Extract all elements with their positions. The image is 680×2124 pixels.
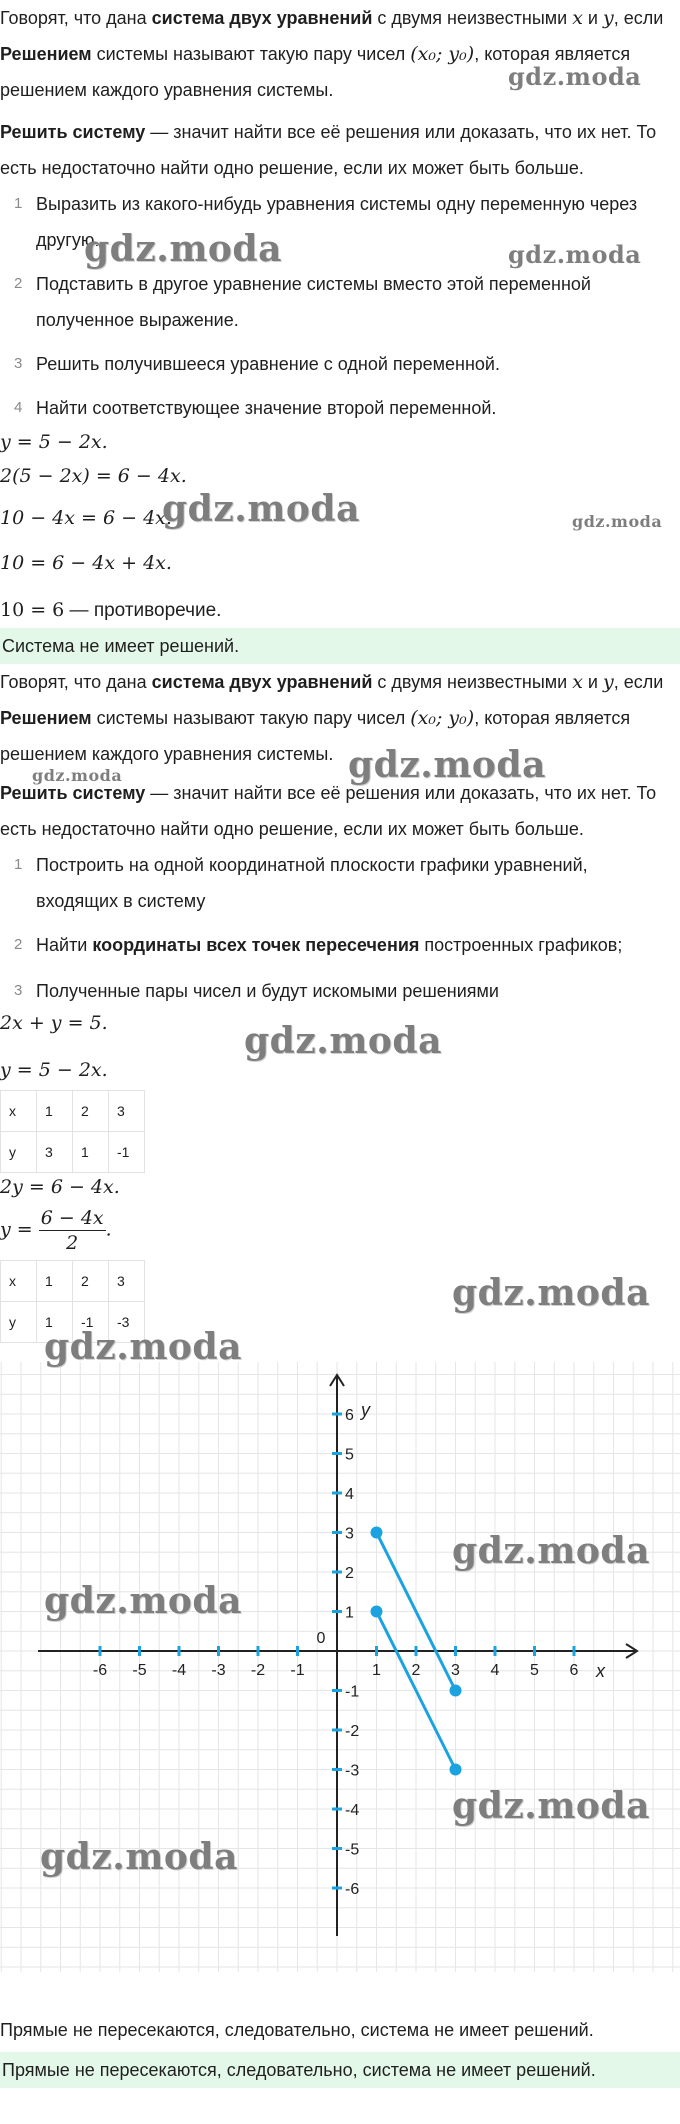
list-text: Полученные пары чисел и будут искомыми решениями <box>36 981 499 1001</box>
text: — значит найти все её решения или доказать, что их нет. То <box>145 122 657 142</box>
list-text: Найти соответствующее значение второй переменной. <box>36 398 497 418</box>
var-y: y <box>602 671 614 693</box>
text: Выразить из какого-нибудь уравнения системы одну переменную через <box>36 194 638 214</box>
list-text <box>36 266 676 338</box>
x-tick-label: -2 <box>250 1662 266 1679</box>
equation-2: y = 5 − 2x. <box>0 1059 108 1081</box>
answer-box-2 <box>0 2052 680 2088</box>
x-tick-label: 3 <box>451 1662 460 1679</box>
list-number: 4 <box>14 399 23 416</box>
table-cell: -1 <box>109 1132 145 1173</box>
numerator: 6 − 4x <box>40 1207 104 1229</box>
table-cell: 2 <box>73 1091 109 1132</box>
list-item-step-2 <box>0 266 676 338</box>
x-tick-label: 1 <box>372 1662 381 1679</box>
text: полученное выражение. <box>36 310 239 330</box>
watermark: gdz.moda <box>84 228 282 270</box>
y-tick-label: 6 <box>345 1407 354 1424</box>
watermark: gdz.moda <box>348 744 546 786</box>
watermark: gdz.moda <box>508 240 642 269</box>
watermark: gdz.moda <box>572 512 663 531</box>
answer-text: Прямые не пересекаются, следовательно, система не имеет решений. <box>2 2060 596 2080</box>
x-tick-label: -1 <box>290 1662 305 1679</box>
equation-3: 10 − 4x = 6 − 4x. <box>0 507 172 529</box>
pair-x0-y0: (x₀; y₀) <box>410 43 475 65</box>
list-text <box>36 927 676 963</box>
text: системы называют такую пару чисел <box>91 708 411 728</box>
watermark: gdz.moda <box>452 1272 650 1314</box>
watermark: gdz.moda <box>32 766 123 785</box>
watermark: gdz.moda <box>452 1785 650 1827</box>
term-solution: Решением <box>0 708 92 728</box>
term-intersection: координаты всех точек пересечения <box>92 935 420 955</box>
conclusion-text: Прямые не пересекаются, следовательно, система не имеет решений. <box>0 2020 594 2040</box>
equation-1: 2x + y = 5. <box>0 1012 108 1034</box>
table-cell: 1 <box>37 1091 73 1132</box>
intro-paragraph-line-3: решением каждого уравнения системы. <box>0 744 334 764</box>
value-table-1 <box>0 1090 145 1173</box>
table-cell: 3 <box>109 1091 145 1132</box>
y-tick-label: 2 <box>345 1565 354 1582</box>
text: — противоречие. <box>64 600 222 621</box>
x-tick-label: 2 <box>411 1662 421 1679</box>
table-cell: -1 <box>73 1302 109 1343</box>
x-tick-label: 5 <box>530 1662 539 1679</box>
y-tick-label: 1 <box>345 1604 354 1622</box>
answer-text: Система не имеет решений. <box>2 636 240 656</box>
table-cell: 2 <box>73 1261 109 1302</box>
table-cell: y <box>1 1302 37 1343</box>
text: Найти <box>36 935 93 955</box>
text: другую. <box>36 230 100 250</box>
text: Говорят, что дана <box>0 672 152 692</box>
data-point <box>371 1527 383 1539</box>
table-cell: 1 <box>37 1261 73 1302</box>
y-tick-label: 4 <box>345 1486 354 1503</box>
text: построенных графиков; <box>419 935 623 955</box>
table-row <box>1 1132 145 1173</box>
list-text: Решить получившееся уравнение с одной переменной. <box>36 354 500 374</box>
text: Построить на одной координатной плоскости графики уравнений, <box>36 855 588 875</box>
pair-x0-y0: (x₀; y₀) <box>410 707 475 729</box>
table-row <box>1 1261 145 1302</box>
x-tick-label: -6 <box>92 1662 108 1679</box>
text: и <box>582 672 603 692</box>
text: и <box>582 8 603 28</box>
intro-paragraph-line-1 <box>0 664 676 700</box>
math: y = <box>0 1218 39 1241</box>
text: системы называют такую пару чисел <box>91 44 411 64</box>
list-number: 1 <box>14 195 23 212</box>
data-point <box>450 1685 462 1697</box>
equation-5 <box>0 595 221 626</box>
intro-paragraph-line-1 <box>0 0 676 36</box>
answer-box-1 <box>0 628 680 664</box>
table-cell: x <box>1 1261 37 1302</box>
term-solution: Решением <box>0 44 92 64</box>
table-cell: 1 <box>73 1132 109 1173</box>
solve-definition-line-2: есть недостаточно найти одно решение, если их может быть больше. <box>0 158 584 178</box>
list-number: 1 <box>14 856 23 873</box>
y-tick-label: 3 <box>345 1525 354 1543</box>
equation-3: 2y = 6 − 4x. <box>0 1176 120 1198</box>
data-point <box>371 1606 383 1618</box>
text: , которая является <box>474 708 631 728</box>
table-row <box>1 1091 145 1132</box>
equation-2: 2(5 − 2x) = 6 − 4x. <box>0 465 187 487</box>
term-system: система двух уравнений <box>151 672 373 692</box>
y-tick-label: -1 <box>345 1683 360 1701</box>
text: , которая является <box>474 44 631 64</box>
solve-definition-line-1 <box>0 114 676 150</box>
origin-label: 0 <box>316 1630 326 1647</box>
watermark: gdz.moda <box>162 488 360 530</box>
y-tick-label: -5 <box>345 1841 360 1859</box>
equation-1: y = 5 − 2x. <box>0 431 108 453</box>
solve-definition-line-2: есть недостаточно найти одно решение, если их может быть больше. <box>0 819 584 839</box>
data-point <box>450 1764 462 1776</box>
text: Говорят, что дана <box>0 8 152 28</box>
text: , если <box>613 8 664 28</box>
y-tick-label: -4 <box>345 1802 360 1819</box>
watermark: gdz.moda <box>244 1020 442 1062</box>
table-cell: 1 <box>37 1302 73 1343</box>
x-tick-label: -4 <box>171 1662 187 1679</box>
fraction <box>39 1206 106 1255</box>
watermark: gdz.moda <box>508 62 642 91</box>
y-tick-label: -2 <box>345 1723 360 1740</box>
coordinate-plane-chart <box>0 1362 680 1972</box>
table-cell: 3 <box>109 1261 145 1302</box>
table-cell: -3 <box>109 1302 145 1343</box>
var-x: x <box>572 671 583 693</box>
text: входящих в систему <box>36 891 206 911</box>
y-axis-label: y <box>361 1400 370 1420</box>
term-solve-system: Решить систему <box>0 122 146 142</box>
y-tick-label: 5 <box>345 1446 354 1464</box>
y-tick-label: -6 <box>345 1881 360 1898</box>
list-number: 2 <box>14 275 23 292</box>
table-cell: x <box>1 1091 37 1132</box>
text: — значит найти все её решения или доказать, что их нет. То <box>145 783 657 803</box>
var-y: y <box>602 7 614 29</box>
denominator: 2 <box>66 1232 79 1254</box>
y-tick-label: -3 <box>345 1762 360 1780</box>
math: 10 = 6 <box>0 599 65 621</box>
watermark: gdz.moda <box>44 1326 242 1368</box>
x-tick-label: -5 <box>132 1662 147 1679</box>
x-tick-label: -3 <box>211 1662 226 1679</box>
list-number: 2 <box>14 936 23 953</box>
var-x: x <box>572 7 583 29</box>
list-number: 3 <box>14 982 23 999</box>
table-cell: 3 <box>37 1132 73 1173</box>
list-text <box>36 847 676 919</box>
x-axis-label: x <box>596 1661 605 1681</box>
intro-paragraph-line-2 <box>0 700 676 736</box>
table-cell: y <box>1 1132 37 1173</box>
list-item-step-1 <box>0 847 676 919</box>
equation-4: 10 = 6 − 4x + 4x. <box>0 552 172 574</box>
equation-4 <box>0 1206 112 1255</box>
term-solve-system: Решить систему <box>0 783 146 803</box>
text: , если <box>613 672 664 692</box>
intro-paragraph-line-3: решением каждого уравнения системы. <box>0 80 334 100</box>
text: Подставить в другое уравнение системы вместо этой переменной <box>36 274 591 294</box>
watermark: gdz.moda <box>44 1580 242 1622</box>
watermark: gdz.moda <box>452 1530 650 1572</box>
x-tick-label: 4 <box>490 1662 500 1679</box>
math: . <box>105 1218 112 1241</box>
term-system: система двух уравнений <box>151 8 373 28</box>
list-number: 3 <box>14 355 23 372</box>
text: с двумя неизвестными <box>372 672 573 692</box>
x-tick-label: 6 <box>569 1662 579 1679</box>
watermark: gdz.moda <box>40 1836 238 1878</box>
text: с двумя неизвестными <box>372 8 573 28</box>
